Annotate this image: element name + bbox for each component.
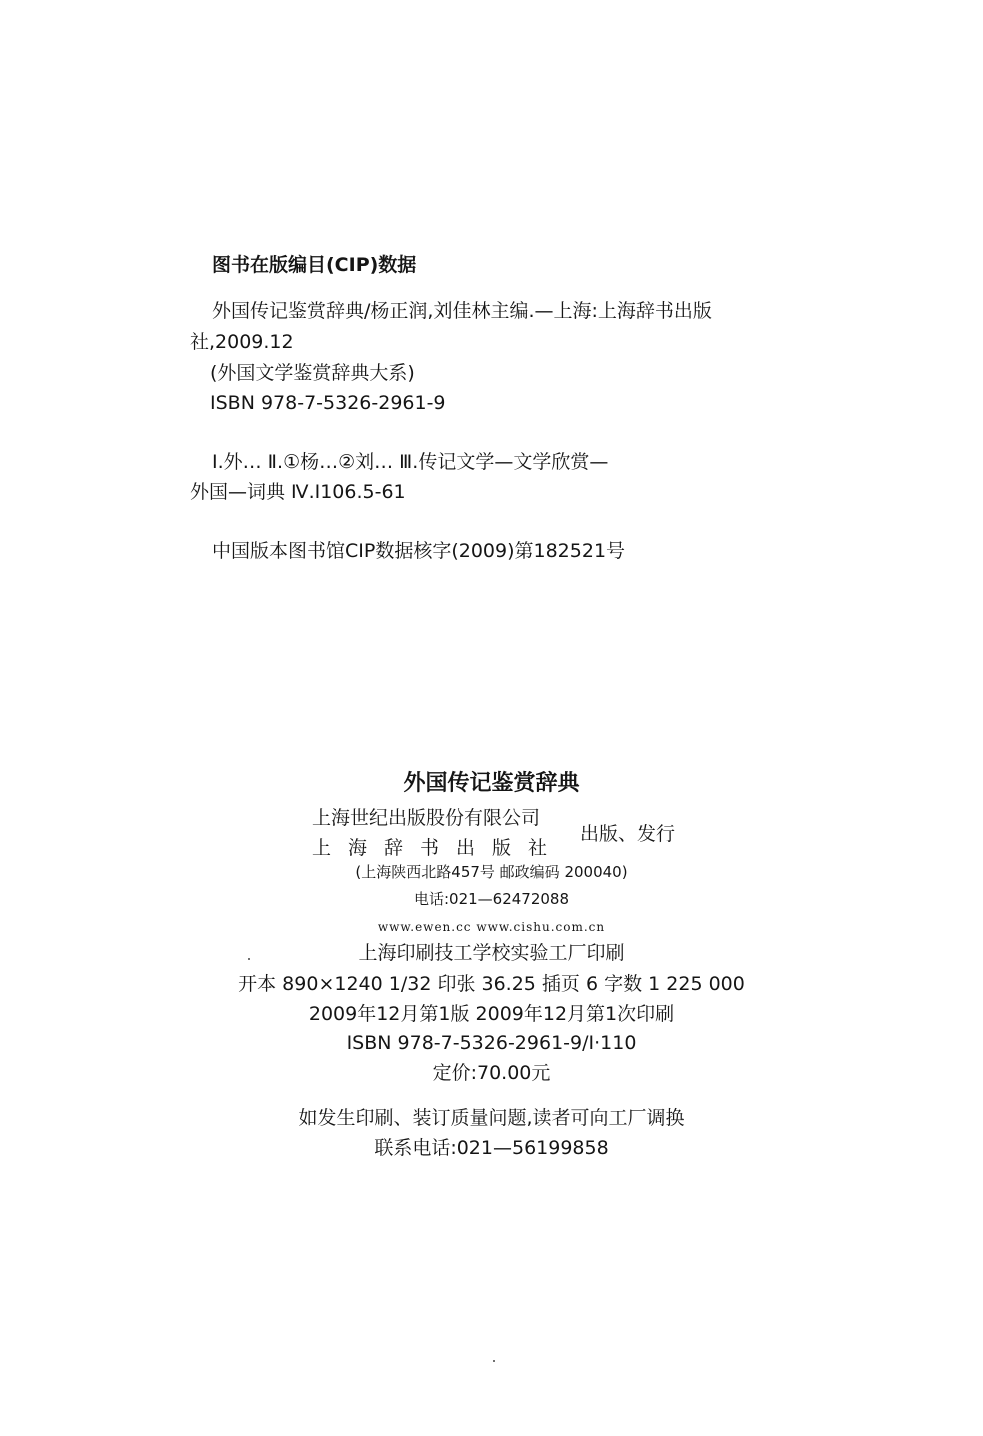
- format-specs: 开本 890×1240 1/32 印张 36.25 插页 6 字数 1 225 000: [238, 973, 745, 995]
- cip-classification-line-continued: 外国—词典 Ⅳ.I106.5-61: [190, 481, 406, 503]
- publisher-phone: 电话:021—62472088: [413, 890, 570, 908]
- cip-title-line-continued: 社,2009.12: [190, 331, 294, 353]
- cip-classification-line: Ⅰ.外… Ⅱ.①杨…②刘… Ⅲ.传记文学—文学欣赏—: [212, 451, 609, 473]
- scan-speck: [248, 958, 250, 960]
- price: 定价:70.00元: [432, 1062, 551, 1084]
- quality-notice: 如发生印刷、装订质量问题,读者可向工厂调换: [298, 1107, 685, 1129]
- publisher-corporation: 上海世纪出版股份有限公司: [312, 807, 541, 829]
- cip-record-number: 中国版本图书馆CIP数据核字(2009)第182521号: [212, 540, 626, 562]
- cip-series: (外国文学鉴赏辞典大系): [210, 362, 415, 384]
- scan-speck: [493, 1360, 495, 1362]
- publish-role: 出版、发行: [580, 823, 676, 845]
- isbn-full: ISBN 978-7-5326-2961-9/I·110: [346, 1032, 637, 1054]
- cip-isbn: ISBN 978-7-5326-2961-9: [210, 392, 446, 414]
- cip-heading: 图书在版编目(CIP)数据: [212, 254, 417, 276]
- book-title: 外国传记鉴赏辞典: [403, 771, 580, 796]
- cip-title-line: 外国传记鉴赏辞典/杨正润,刘佳林主编.—上海:上海辞书出版: [212, 300, 712, 322]
- publisher-address: (上海陕西北路457号 邮政编码 200040): [355, 863, 628, 881]
- edition-info: 2009年12月第1版 2009年12月第1次印刷: [308, 1003, 675, 1025]
- publisher-press: 上海辞书出版社: [312, 837, 565, 859]
- contact-phone: 联系电话:021—56199858: [374, 1137, 609, 1159]
- printer: 上海印刷技工学校实验工厂印刷: [358, 942, 625, 964]
- publisher-block: [312, 804, 712, 864]
- publisher-websites: www.ewen.cc www.cishu.com.cn: [377, 920, 606, 934]
